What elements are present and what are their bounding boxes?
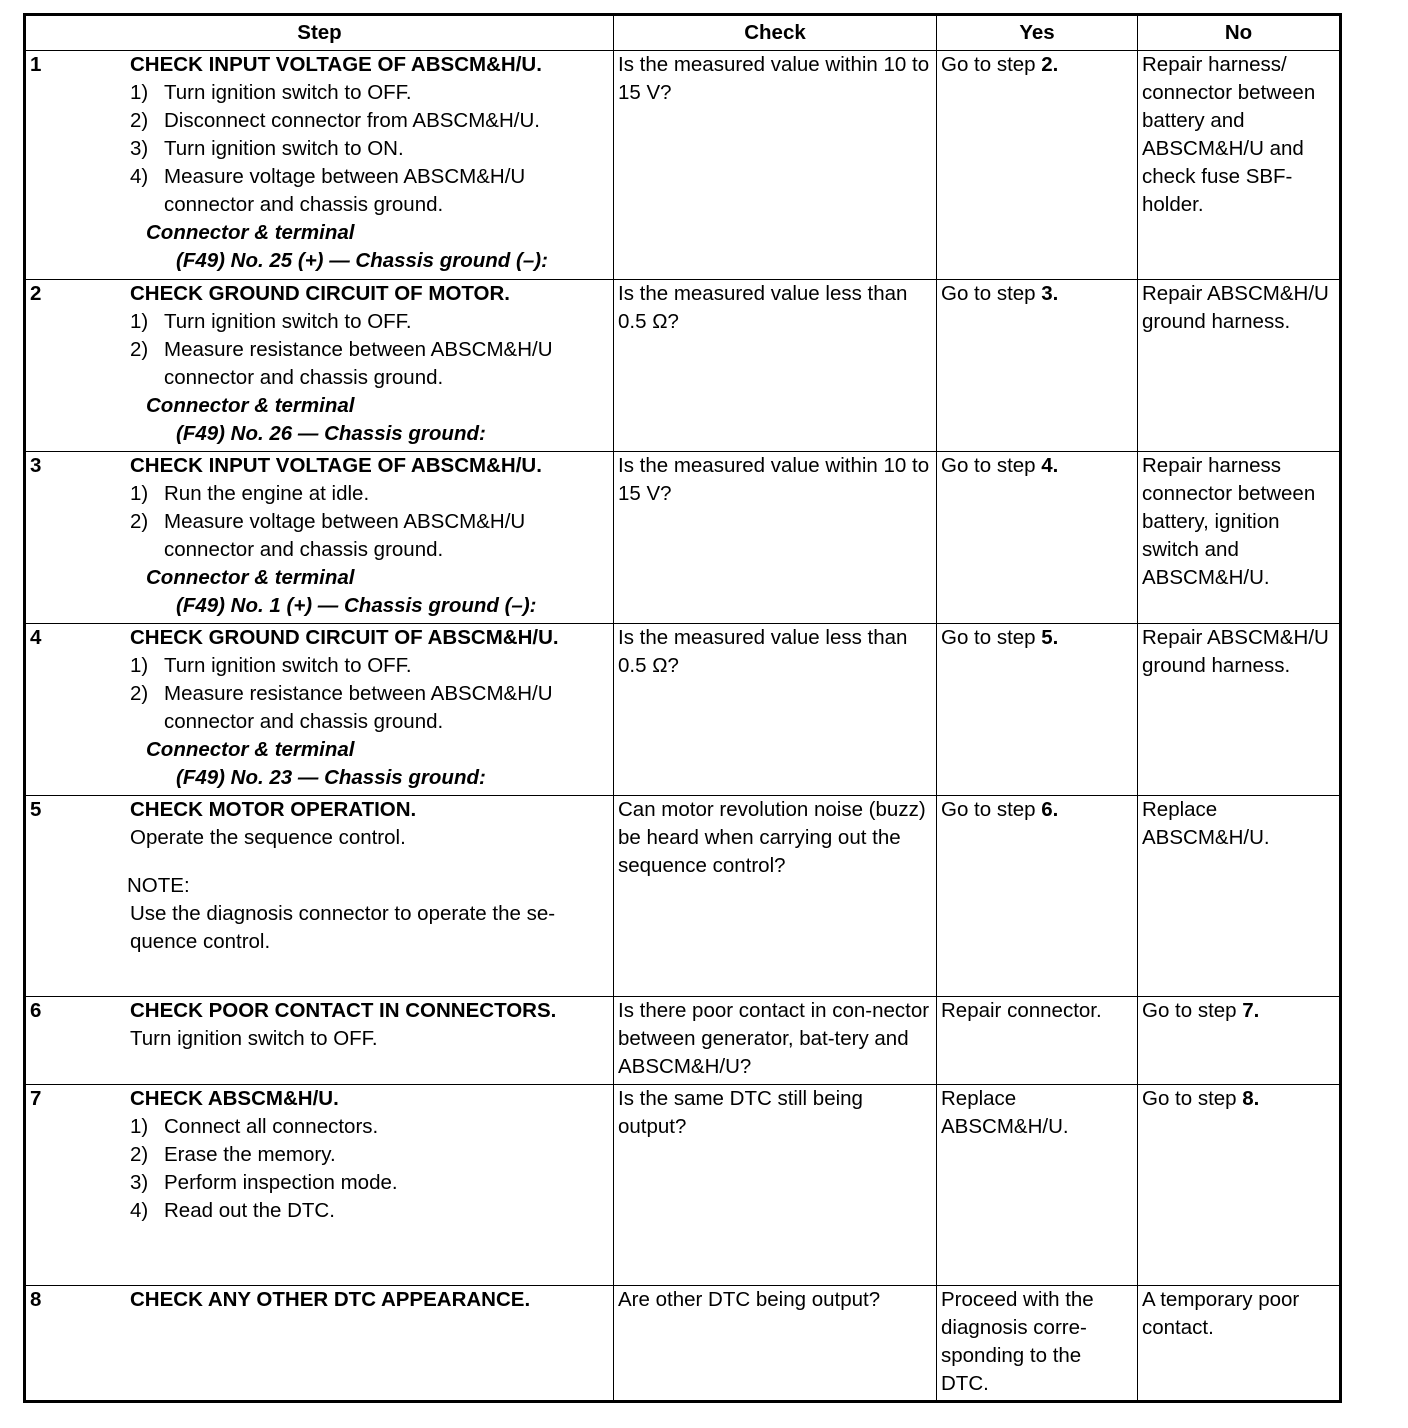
yes-text: Go to step (941, 282, 1042, 305)
table-row (25, 280, 1341, 452)
step-title: CHECK ABSCM&H/U. (130, 1087, 339, 1110)
yes-text: Go to step (941, 454, 1042, 477)
no-text: Repair ABSCM&H/U ground harness. (1142, 626, 1329, 677)
yes-text: Go to step (941, 626, 1042, 649)
substep-text: Measure voltage between ABSCM&H/U connector and chassis ground. (164, 510, 526, 561)
yes-cell (937, 51, 1138, 280)
substep-number: 1) (130, 1115, 149, 1138)
note-label: NOTE: (127, 874, 190, 897)
yes-cell (937, 1085, 1138, 1286)
step-substep (130, 308, 604, 336)
step-substep (130, 336, 604, 392)
yes-step-ref: 6. (1041, 798, 1059, 821)
check-cell: Is there poor contact in con-nector between generator, bat-tery and ABSCM&H/U? (614, 997, 937, 1085)
substep-number: 4) (130, 1199, 149, 1222)
step-substep (130, 1169, 604, 1197)
no-cell (1138, 997, 1341, 1085)
substep-number: 1) (130, 654, 149, 677)
step-substep (130, 1141, 604, 1169)
step-cell (25, 280, 614, 452)
yes-cell (937, 1286, 1138, 1402)
header-check: Check (614, 15, 937, 51)
table-header-row (25, 15, 1341, 51)
check-cell: Is the measured value less than 0.5 Ω? (614, 280, 937, 452)
step-title: CHECK ANY OTHER DTC APPEARANCE. (130, 1288, 531, 1311)
step-number: 7 (30, 1087, 42, 1110)
no-step-ref: 7. (1242, 999, 1260, 1022)
step-substep (130, 79, 604, 107)
step-substep (130, 508, 604, 564)
header-step: Step (25, 15, 614, 51)
substep-number: 2) (130, 338, 149, 361)
no-text: Go to step (1142, 1087, 1243, 1110)
substep-number: 2) (130, 109, 149, 132)
no-text: Repair harness connector between battery, ignition switch and ABSCM&H/U. (1142, 454, 1316, 589)
connector-terminal-label: Connector & terminal (146, 394, 355, 417)
substep-text: Turn ignition switch to OFF. (164, 654, 412, 677)
no-cell (1138, 1286, 1341, 1402)
no-cell (1138, 796, 1341, 997)
substep-text: Erase the memory. (164, 1143, 336, 1166)
step-body (130, 452, 604, 620)
table-row (25, 51, 1341, 280)
step-body (130, 624, 604, 792)
step-cell (25, 1286, 614, 1402)
table-row (25, 997, 1341, 1085)
step-title: CHECK INPUT VOLTAGE OF ABSCM&H/U. (130, 454, 542, 477)
diagnosis-table (23, 13, 1342, 1403)
yes-text: Go to step (941, 53, 1042, 76)
step-cell (25, 796, 614, 997)
connector-terminal-label: Connector & terminal (146, 221, 355, 244)
table-body (25, 51, 1341, 1402)
yes-text: Go to step (941, 798, 1042, 821)
yes-step-ref: 4. (1041, 454, 1059, 477)
yes-step-ref: 2. (1041, 53, 1059, 76)
substep-text: Run the engine at idle. (164, 482, 370, 505)
connector-terminal-value: (F49) No. 26 — Chassis ground: (176, 422, 486, 445)
connector-terminal-label: Connector & terminal (146, 738, 355, 761)
step-body (127, 796, 604, 956)
substep-number: 1) (130, 482, 149, 505)
step-substep (130, 680, 604, 736)
no-text: Go to step (1142, 999, 1243, 1022)
step-title: CHECK MOTOR OPERATION. (130, 798, 417, 821)
substep-text: Measure voltage between ABSCM&H/U connector and chassis ground. (164, 165, 526, 216)
step-instruction: Operate the sequence control. (130, 826, 406, 849)
step-cell (25, 624, 614, 796)
no-step-ref: 8. (1242, 1087, 1260, 1110)
no-cell (1138, 452, 1341, 624)
step-instruction: Turn ignition switch to OFF. (130, 1027, 378, 1050)
substep-text: Disconnect connector from ABSCM&H/U. (164, 109, 540, 132)
check-cell: Are other DTC being output? (614, 1286, 937, 1402)
no-text: A temporary poor contact. (1142, 1288, 1300, 1339)
step-cell (25, 51, 614, 280)
step-number: 5 (30, 798, 42, 821)
substep-text: Turn ignition switch to OFF. (164, 310, 412, 333)
check-cell: Can motor revolution noise (buzz) be heard when carrying out the sequence control? (614, 796, 937, 997)
step-substep (130, 1113, 604, 1141)
substep-number: 1) (130, 81, 149, 104)
yes-text: Repair connector. (941, 999, 1102, 1022)
step-body (130, 280, 604, 448)
no-cell (1138, 280, 1341, 452)
table-row (25, 796, 1341, 997)
substep-text: Turn ignition switch to OFF. (164, 81, 412, 104)
table-row (25, 1286, 1341, 1402)
substep-number: 2) (130, 682, 149, 705)
step-substep (130, 652, 604, 680)
substep-number: 1) (130, 310, 149, 333)
step-substep (130, 480, 604, 508)
yes-step-ref: 3. (1041, 282, 1059, 305)
step-substep (130, 135, 604, 163)
yes-text: Replace ABSCM&H/U. (941, 1087, 1069, 1138)
check-cell: Is the same DTC still being output? (614, 1085, 937, 1286)
table-row (25, 1085, 1341, 1286)
substep-text: Measure resistance between ABSCM&H/U connector and chassis ground. (164, 682, 553, 733)
substep-text: Connect all connectors. (164, 1115, 379, 1138)
step-number: 6 (30, 999, 42, 1022)
substep-text: Read out the DTC. (164, 1199, 335, 1222)
step-body (130, 1085, 604, 1225)
substep-number: 2) (130, 510, 149, 533)
substep-text: Measure resistance between ABSCM&H/U connector and chassis ground. (164, 338, 553, 389)
connector-terminal-label: Connector & terminal (146, 566, 355, 589)
step-number: 3 (30, 454, 42, 477)
step-body (130, 997, 604, 1053)
step-substep (130, 107, 604, 135)
step-cell (25, 997, 614, 1085)
connector-terminal-value: (F49) No. 23 — Chassis ground: (176, 766, 486, 789)
yes-step-ref: 5. (1041, 626, 1059, 649)
substep-number: 2) (130, 1143, 149, 1166)
check-cell: Is the measured value within 10 to 15 V? (614, 452, 937, 624)
connector-terminal-value: (F49) No. 25 (+) — Chassis ground (–): (176, 249, 548, 272)
yes-cell (937, 452, 1138, 624)
step-title: CHECK INPUT VOLTAGE OF ABSCM&H/U. (130, 53, 542, 76)
step-title: CHECK GROUND CIRCUIT OF ABSCM&H/U. (130, 626, 559, 649)
note-text: Use the diagnosis connector to operate the se-quence control. (130, 902, 556, 953)
substep-text: Turn ignition switch to ON. (164, 137, 404, 160)
check-cell: Is the measured value less than 0.5 Ω? (614, 624, 937, 796)
no-text: Repair ABSCM&H/U ground harness. (1142, 282, 1329, 333)
step-cell (25, 1085, 614, 1286)
step-number: 4 (30, 626, 42, 649)
step-body (130, 51, 604, 275)
step-cell (25, 452, 614, 624)
step-number: 8 (30, 1288, 42, 1311)
step-body (130, 1286, 604, 1314)
connector-terminal-value: (F49) No. 1 (+) — Chassis ground (–): (176, 594, 537, 617)
no-cell (1138, 624, 1341, 796)
no-cell (1138, 51, 1341, 280)
step-number: 1 (30, 53, 42, 76)
yes-cell (937, 796, 1138, 997)
yes-cell (937, 997, 1138, 1085)
header-no: No (1138, 15, 1341, 51)
step-substep (130, 163, 604, 219)
yes-cell (937, 280, 1138, 452)
yes-cell (937, 624, 1138, 796)
substep-text: Perform inspection mode. (164, 1171, 398, 1194)
no-text: Replace ABSCM&H/U. (1142, 798, 1270, 849)
check-cell: Is the measured value within 10 to 15 V? (614, 51, 937, 280)
step-title: CHECK POOR CONTACT IN CONNECTORS. (130, 999, 557, 1022)
table-row (25, 452, 1341, 624)
table-row (25, 624, 1341, 796)
step-substep (130, 1197, 604, 1225)
step-title: CHECK GROUND CIRCUIT OF MOTOR. (130, 282, 511, 305)
substep-number: 3) (130, 1171, 149, 1194)
substep-number: 3) (130, 137, 149, 160)
step-number: 2 (30, 282, 42, 305)
header-yes: Yes (937, 15, 1138, 51)
yes-text: Proceed with the diagnosis corre-sponding to the DTC. (941, 1288, 1094, 1395)
no-cell (1138, 1085, 1341, 1286)
substep-number: 4) (130, 165, 149, 188)
no-text: Repair harness/ connector between battery and ABSCM&H/U and check fuse SBF-holder. (1142, 53, 1316, 216)
